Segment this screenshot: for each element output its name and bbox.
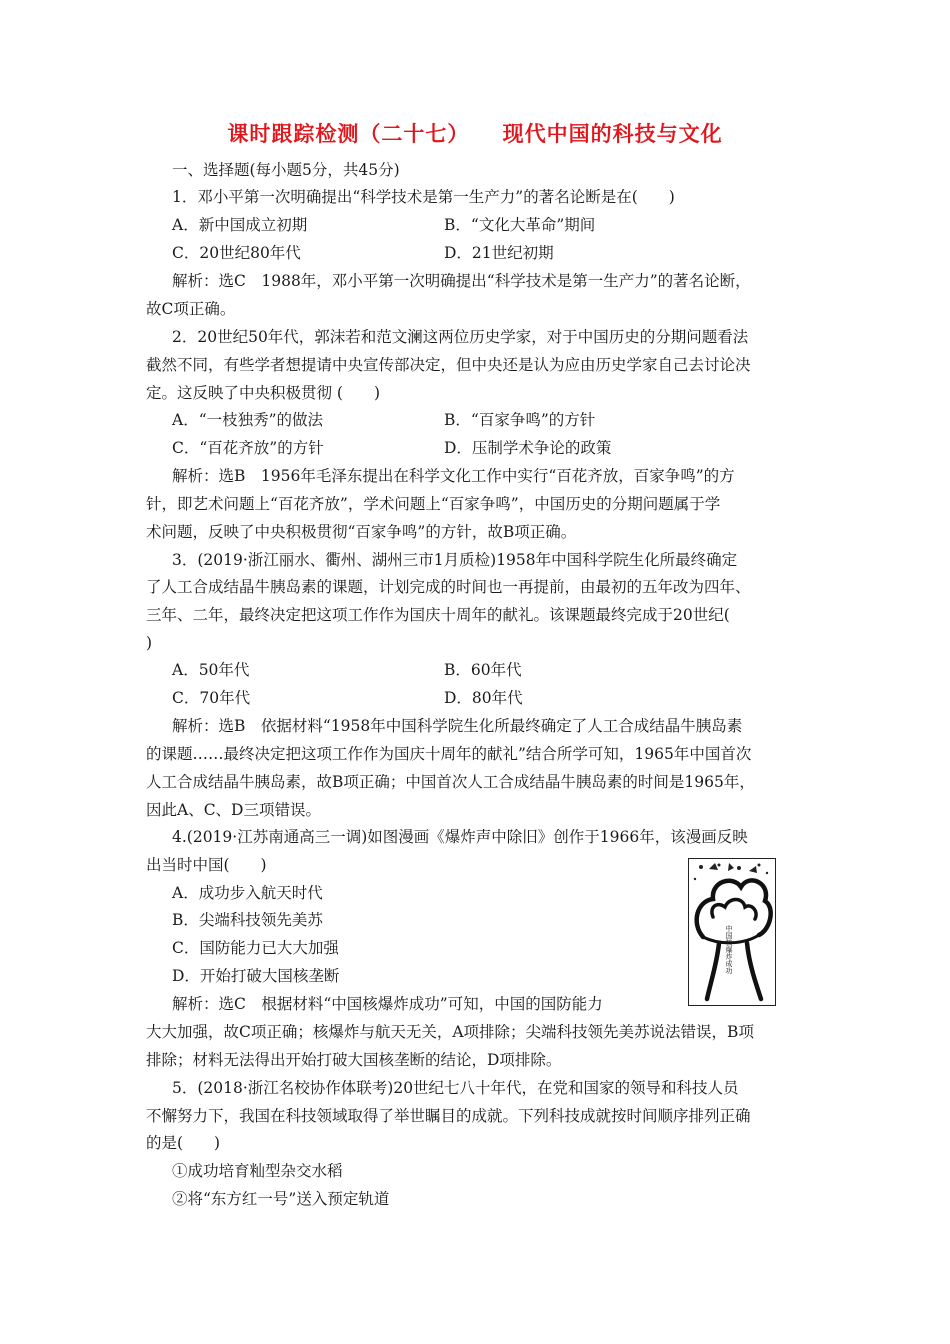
q2-option-b: B．“百家争鸣”的方针 [444, 411, 596, 429]
q2-analysis-line: 术问题，反映了中央积极贯彻“百家争鸣”的方针，故B项正确。 [146, 523, 577, 541]
q1-option-d: D．21世纪初期 [444, 244, 554, 262]
mushroom-cloud-drawing [689, 859, 774, 1004]
q4-analysis-line: 排除；材料无法得出开始打破大国核垄断的结论，D项排除。 [146, 1051, 562, 1069]
q1-stem: 1．邓小平第一次明确提出“科学技术是第一生产力”的著名论断是在( ) [172, 188, 675, 206]
q3-stem-line: 了人工合成结晶牛胰岛素的课题，计划完成的时间也一再提前，由最初的五年改为四年、 [146, 578, 751, 596]
q4-option-b: B．尖端科技领先美苏 [172, 911, 323, 929]
q4-stem-line: 出当时中国( ) [146, 856, 267, 874]
q3-analysis-line: 解析：选B 依据材料“1958年中国科学院生化所最终确定了人工合成结晶牛胰岛素 [172, 717, 743, 735]
q3-option-a: A．50年代 [172, 661, 250, 679]
q5-stem-line: 的是( ) [146, 1134, 221, 1152]
q2-option-c: C．“百花齐放”的方针 [172, 439, 324, 457]
q2-stem-line: 截然不同，有些学者想提请中央宣传部决定，但中央还是认为应由历史学家自己去讨论决 [146, 356, 751, 374]
q2-stem-line: 2．20世纪50年代，郭沫若和范文澜这两位历史学家，对于中国历史的分期问题看法 [172, 328, 749, 346]
q5-stem-line: 5．(2018·浙江名校协作体联考)20世纪七八十年代，在党和国家的领导和科技人员 [172, 1079, 739, 1097]
q4-analysis-line: 解析：选C 根据材料“中国核爆炸成功”可知，中国的国防能力 [172, 995, 603, 1013]
q5-stem-line: 不懈努力下，我国在科技领域取得了举世瞩目的成就。下列科技成就按时间顺序排列正确 [146, 1107, 751, 1125]
q5-item-2: ②将“东方红一号”送入预定轨道 [172, 1190, 390, 1208]
q3-analysis-line: 因此A、C、D三项错误。 [146, 801, 321, 819]
q2-option-a: A．“一枝独秀”的做法 [172, 411, 324, 429]
q4-stem-line: 4.(2019·江苏南通高三一调)如图漫画《爆炸声中除旧》创作于1966年，该漫画反映 [172, 828, 748, 846]
page-title: 课时跟踪检测（二十七） 现代中国的科技与文化 [227, 122, 723, 146]
q3-stem-line: 3．(2019·浙江丽水、衢州、湖州三市1月质检)1958年中国科学院生化所最终确定 [172, 551, 738, 569]
q1-option-a: A．新中国成立初期 [172, 216, 308, 234]
q1-option-b: B．“文化大革命”期间 [444, 216, 596, 234]
q1-analysis-line: 解析：选C 1988年，邓小平第一次明确提出“科学技术是第一生产力”的著名论断， [172, 272, 751, 290]
q2-stem-line: 定。这反映了中央积极贯彻 ( ) [146, 384, 381, 402]
q4-option-c: C．国防能力已大大加强 [172, 939, 339, 957]
q3-option-c: C．70年代 [172, 689, 251, 707]
q4-analysis-line: 大大加强，故C项正确；核爆炸与航天无关，A项排除；尖端科技领先美苏说法错误，B项 [146, 1023, 754, 1041]
q3-stem-line: 三年、二年，最终决定把这项工作作为国庆十周年的献礼。该课题最终完成于20世纪( [146, 606, 730, 624]
q4-option-a: A．成功步入航天时代 [172, 884, 323, 902]
q1-analysis-line: 故C项正确。 [146, 300, 236, 318]
section-heading: 一、选择题(每小题5分，共45分) [172, 161, 400, 179]
q5-item-1: ①成功培育籼型杂交水稻 [172, 1162, 343, 1180]
q3-analysis-line: 的课题……最终决定把这项工作作为国庆十周年的献礼”结合所学可知，1965年中国首次 [146, 745, 752, 763]
q1-option-c: C．20世纪80年代 [172, 244, 301, 262]
q2-analysis-line: 解析：选B 1956年毛泽东提出在科学文化工作中实行“百花齐放，百家争鸣”的方 [172, 467, 735, 485]
q2-analysis-line: 针，即艺术问题上“百花齐放”，学术问题上“百家争鸣”，中国历史的分期问题属于学 [146, 495, 721, 513]
cartoon-illustration [688, 858, 776, 1006]
q3-option-b: B．60年代 [444, 661, 522, 679]
q4-option-d: D．开始打破大国核垄断 [172, 967, 340, 985]
q2-option-d: D．压制学术争论的政策 [444, 439, 612, 457]
q3-option-d: D．80年代 [444, 689, 523, 707]
q3-stem-line: ) [146, 634, 153, 652]
cartoon-caption: 中国核爆炸成功 [725, 925, 733, 974]
q3-analysis-line: 人工合成结晶牛胰岛素，故B项正确；中国首次人工合成结晶牛胰岛素的时间是1965年， [146, 773, 755, 791]
